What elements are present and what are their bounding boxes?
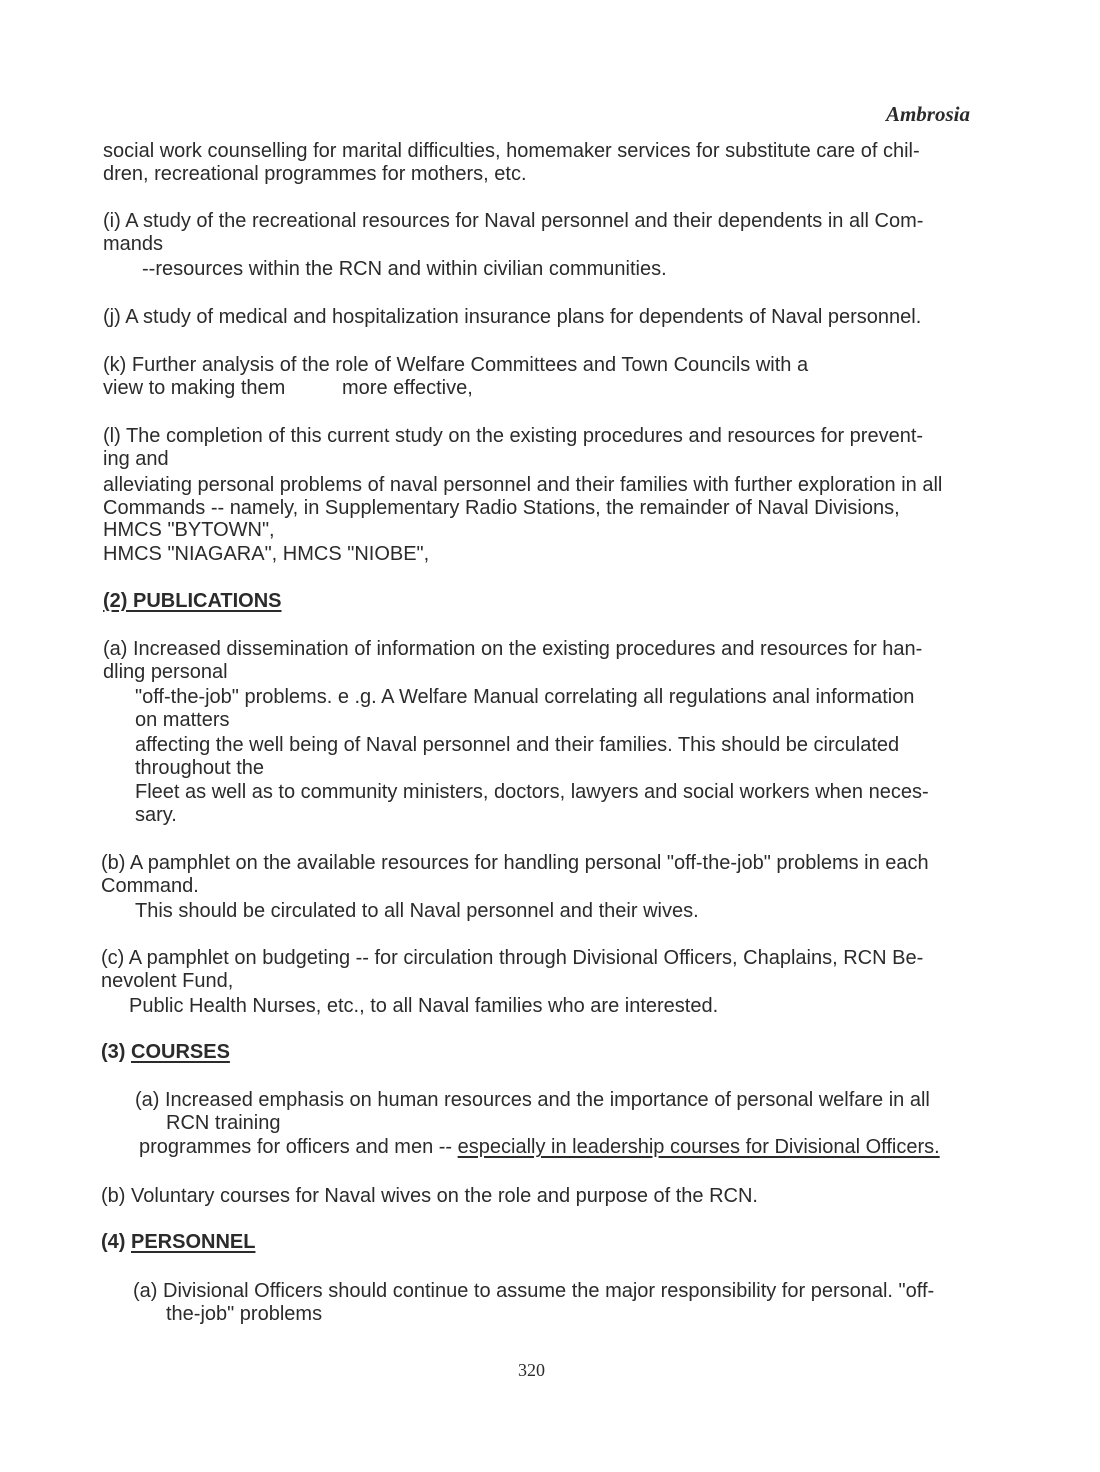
body-line: view to making them: [103, 377, 286, 399]
list-item-b: (b) A pamphlet on the available resources for handling personal "off-the-job" problems in each: [101, 852, 929, 874]
body-text: programmes for officers and men --: [139, 1136, 458, 1158]
section-number: (3): [101, 1041, 131, 1063]
body-line: "off-the-job" problems. e .g. A Welfare Manual correlating all regulations anal information: [135, 686, 915, 708]
body-line: dling personal: [103, 661, 228, 683]
section-heading-publications: (2) PUBLICATIONS: [103, 590, 282, 612]
section-number: (4): [101, 1231, 131, 1253]
list-item-i: (i) A study of the recreational resources for Naval personnel and their dependents in all Com-: [103, 210, 924, 232]
body-line: throughout the: [135, 757, 264, 779]
running-header: Ambrosia: [885, 102, 970, 126]
body-line: social work counselling for marital difficulties, homemaker services for substitute care of chil-: [103, 140, 920, 162]
body-line: sary.: [135, 804, 177, 826]
list-item-k: (k) Further analysis of the role of Welfare Committees and Town Councils with a: [103, 354, 809, 376]
list-item-a: (a) Divisional Officers should continue to assume the major responsibility for personal. "off-: [133, 1280, 935, 1302]
body-line: Commands -- namely, in Supplementary Radio Stations, the remainder of Naval Divisions,: [103, 497, 900, 519]
body-line: nevolent Fund,: [101, 970, 234, 992]
section-title: PERSONNEL: [131, 1231, 256, 1253]
body-line: dren, recreational programmes for mothers, etc.: [103, 163, 527, 185]
body-line: [139, 1136, 940, 1158]
section-heading-personnel: [101, 1231, 255, 1253]
body-line: affecting the well being of Naval personnel and their families. This should be circulated: [135, 734, 900, 756]
body-line: RCN training: [166, 1112, 281, 1134]
list-item-b: (b) Voluntary courses for Naval wives on the role and purpose of the RCN.: [101, 1185, 758, 1207]
body-line: mands: [103, 233, 164, 255]
body-line: Fleet as well as to community ministers, doctors, lawyers and social workers when neces-: [135, 781, 929, 803]
body-line: on matters: [135, 709, 230, 731]
body-line: the-job" problems: [166, 1303, 323, 1325]
section-title: COURSES: [131, 1041, 230, 1063]
body-line: alleviating personal problems of naval personnel and their families with further exploration in all: [103, 474, 943, 496]
section-heading-courses: [101, 1041, 230, 1063]
body-line: Public Health Nurses, etc., to all Naval families who are interested.: [129, 995, 719, 1017]
body-line: Command.: [101, 875, 199, 897]
list-item-j: (j) A study of medical and hospitalization insurance plans for dependents of Naval personnel.: [103, 306, 922, 328]
emphasized-text: especially in leadership courses for Divisional Officers.: [457, 1136, 940, 1158]
body-line: This should be circulated to all Naval personnel and their wives.: [135, 900, 699, 922]
body-line: ing and: [103, 448, 169, 470]
list-item-a: (a) Increased emphasis on human resources and the importance of personal welfare in all: [135, 1089, 930, 1111]
list-item-l: (l) The completion of this current study on the existing procedures and resources for prevent-: [103, 425, 924, 447]
body-line: HMCS "BYTOWN",: [103, 519, 275, 541]
list-item-c: (c) A pamphlet on budgeting -- for circulation through Divisional Officers, Chaplains, RCN Be-: [101, 947, 924, 969]
body-line: --resources within the RCN and within civilian communities.: [142, 258, 667, 280]
page-number: 320: [518, 1360, 545, 1380]
list-item-a: (a) Increased dissemination of information on the existing procedures and resources for han-: [103, 638, 923, 660]
body-line: more effective,: [342, 377, 473, 399]
body-line: HMCS "NIAGARA", HMCS "NIOBE",: [103, 543, 430, 565]
